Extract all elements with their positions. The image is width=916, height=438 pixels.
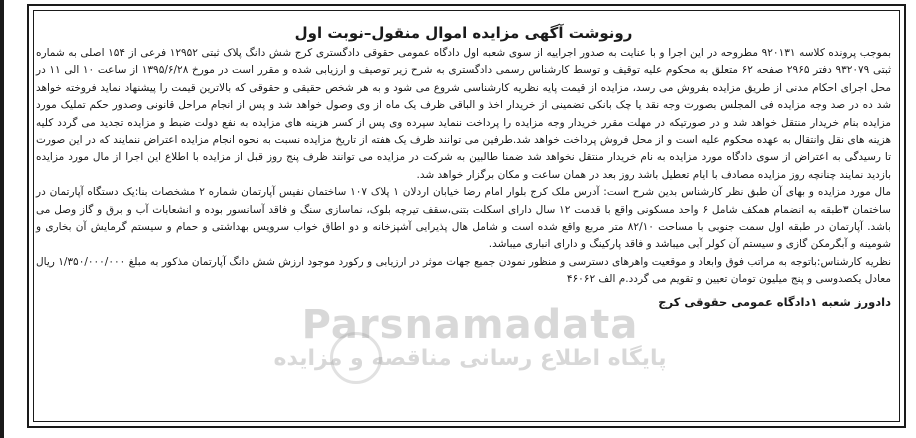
notice-title: رونوشت آگهی مزایده اموال منقول–نوبت اول	[294, 24, 633, 42]
notice-content	[36, 22, 891, 311]
auction-terms-paragraph: بموجب پرونده کلاسه ۹۲۰۱۳۱ مطروحه در این اجرا و با عنایت به صدور اجراییه از سوی شعبه اول دادگاه عمومی حقوقی دادگستری کرج شش دانگ پلاک ثبتی ۱۲۹۵۲ فرعی از ۱۵۴ اصلی به شماره ثبتی ۹۳۲۰۷۹ دفتر ۲۹۶۵ صفحه ۶۲ متعلق به محکوم علیه توقیف و توسط کارشناس رسمی دادگستری به شرح زیر توصیف و ارزیابی شده و مقرر است در مورخ ۱۳۹۵/۶/۲۸ از ساعت ۱۰ الی ۱۱ در محل اجرای احکام مدنی از طریق مزایده بفروش می رسد، مزایده از قیمت پایه نظریه کارشناسی شروع می شود و به هر شخص حقیقی و حقوقی که بالاترین قیمت را پیشنهاد نماید فروخته خواهد شد ده در صد وجه مزایده فی المجلس بصورت وجه نقد یا چک بانکی تضمینی از خریدار اخذ و الباقی ظرف یک ماه از وی وصول خواهد شد و پس از انجام مراحل قانونی وصدور حکم تملیک مورد مزایده بنام خریدار منتقل خواهد شد و در صورتیکه در مهلت مقرر خریدار وجه مزایده را پرداخت ننماید سپرده وی پس از کسر هزینه های مزایده به نفع دولت ضبط و مزایده تجدید می گردد کلیه هزینه های نقل وانتقال به عهده محکوم علیه است و از محل فروش پرداخت خواهد شد.طرفین می توانند ظرف یک هفته از تاریخ مزایده نسبت به نحوه انجام مزایده اعتراض ننمایند که در این صورت تا رسیدگی به اعتراض از سوی دادگاه مورد مزایده به نام خریدار منتقل نخواهد شد ضمنا طالبین به شرکت در مزایده می توانند ظرف پنج روز قبل از مزایده با اطلاع این اجرا از مال مورد مزایده بازدید نمایند چنانچه روز مزایده مصادف با ایام تعطیل باشد روز بعد در همان ساعت و مکان برگزار خواهد شد.	[36, 47, 892, 181]
watermark-brand: Parsnamadata	[301, 302, 639, 348]
expert-valuation-paragraph: نظریه کارشناس:باتوجه به مراتب فوق وابعاد و موقعیت واهرهای دسترسی و منظور نمودن جمیع جهات موثر در ارزیابی و رکورد موجود ارزش شش دانگ آپارتمان مذکور به مبلغ ۱/۳۵۰/۰۰۰/۰۰۰ ریال معادل یکصدوسی و پنج میلیون تومان تعیین و تقویم می گردد.م الف ۴۶۰۶۲	[36, 255, 891, 286]
signature: دادورز شعبه ۱دادگاه عمومی حقوقی کرج	[658, 294, 891, 309]
property-description-paragraph: مال مورد مزایده و بهای آن طبق نظر کارشناس بدین شرح است: آدرس ملک کرج بلوار امام رضا خیابان اردلان ۱ پلاک ۱۰۷ ساختمان نفیس آپارتمان شماره ۲ مشخصات بنا:یک دستگاه آپارتمان در ساختمان ۳طبقه به انضمام همکف شامل ۶ واحد مسکونی واقع با قدمت ۱۲ سال دارای اسکلت بتنی،سقف تیرچه بلوک، نماسازی سنگ و فاقد آسانسور بوده و انشعابات آب و برق و گاز وصل می باشد. آپارتمان در طبقه اول سمت جنوبی با مساحت ۸۲/۱۰ متر مربع واقع شده است و شامل هال پذیرایی آشپزخانه و دو اطاق خواب سرویس بهداشتی و حمام و سیستم گرمایش آن بخاری و شومینه و آبگرمکن گازی و سیستم آن کولر آبی میباشد و فاقد پارکینگ و دارای انباری میباشد.	[36, 186, 892, 251]
page-edge-rule	[0, 0, 4, 438]
watermark-logo-icon	[330, 332, 382, 384]
watermark-subtitle: پایگاه اطلاع رسانی مناقصه و مزایده	[273, 346, 667, 371]
